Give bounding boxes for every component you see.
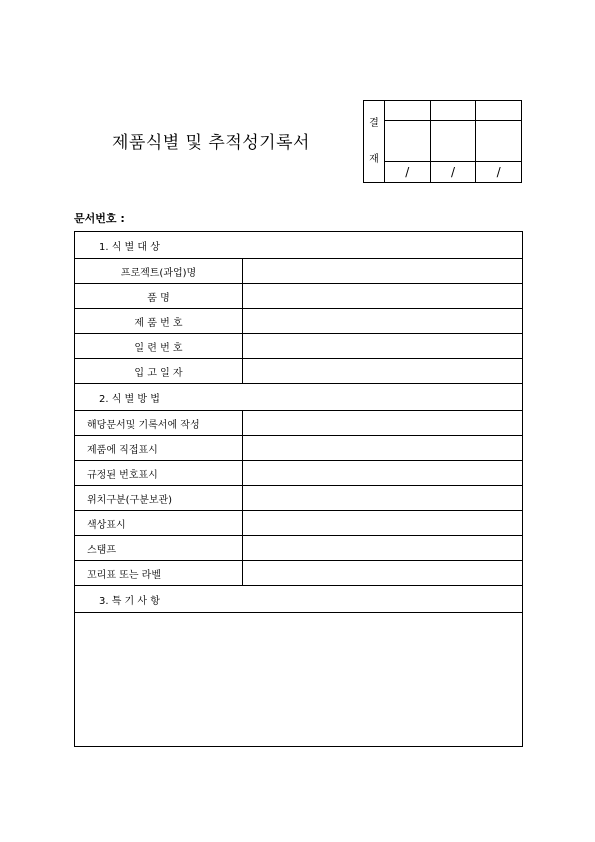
approval-label-bottom: 재 (369, 153, 379, 165)
sign-date-cell-3[interactable]: / (476, 162, 522, 183)
row-label: 해당문서및 기록서에 작성 (75, 411, 243, 436)
doc-number-label: 문서번호 : (74, 212, 125, 225)
value-field[interactable] (243, 359, 523, 384)
row-label: 스탬프 (75, 536, 243, 561)
value-field[interactable] (243, 486, 523, 511)
value-field[interactable] (243, 411, 523, 436)
row-label: 제품에 직접표시 (75, 436, 243, 461)
value-field[interactable] (243, 259, 523, 284)
row-label: 규정된 번호표시 (75, 461, 243, 486)
approver-title-cell-3[interactable] (476, 101, 522, 121)
identification-form (74, 231, 523, 747)
value-field[interactable] (243, 309, 523, 334)
section-heading-targets: 1. 식 별 대 상 (75, 232, 523, 259)
value-field[interactable] (243, 561, 523, 586)
value-field[interactable] (243, 436, 523, 461)
section-heading-remarks: 3. 특 기 사 항 (75, 586, 523, 613)
remarks-field[interactable] (75, 613, 523, 747)
row-label: 일 련 번 호 (75, 334, 243, 359)
row-label: 입 고 일 자 (75, 359, 243, 384)
row-label: 프로젝트(과업)명 (75, 259, 243, 284)
sign-date-cell-2[interactable]: / (430, 162, 476, 183)
row-label: 제 품 번 호 (75, 309, 243, 334)
value-field[interactable] (243, 334, 523, 359)
signature-cell-1[interactable] (385, 121, 431, 162)
row-label: 위치구분(구분보관) (75, 486, 243, 511)
value-field[interactable] (243, 511, 523, 536)
document-title: 제품식별 및 추적성기록서 (112, 133, 310, 153)
row-label: 꼬리표 또는 라벨 (75, 561, 243, 586)
approval-label (364, 101, 385, 183)
approval-label-top: 결 (369, 117, 379, 129)
signature-cell-3[interactable] (476, 121, 522, 162)
row-label: 색상표시 (75, 511, 243, 536)
value-field[interactable] (243, 536, 523, 561)
section-heading-methods: 2. 식 별 방 법 (75, 384, 523, 411)
signature-cell-2[interactable] (430, 121, 476, 162)
sign-date-cell-1[interactable]: / (385, 162, 431, 183)
value-field[interactable] (243, 284, 523, 309)
value-field[interactable] (243, 461, 523, 486)
approval-box (363, 100, 522, 183)
approver-title-cell-2[interactable] (430, 101, 476, 121)
approver-title-cell-1[interactable] (385, 101, 431, 121)
row-label: 품 명 (75, 284, 243, 309)
